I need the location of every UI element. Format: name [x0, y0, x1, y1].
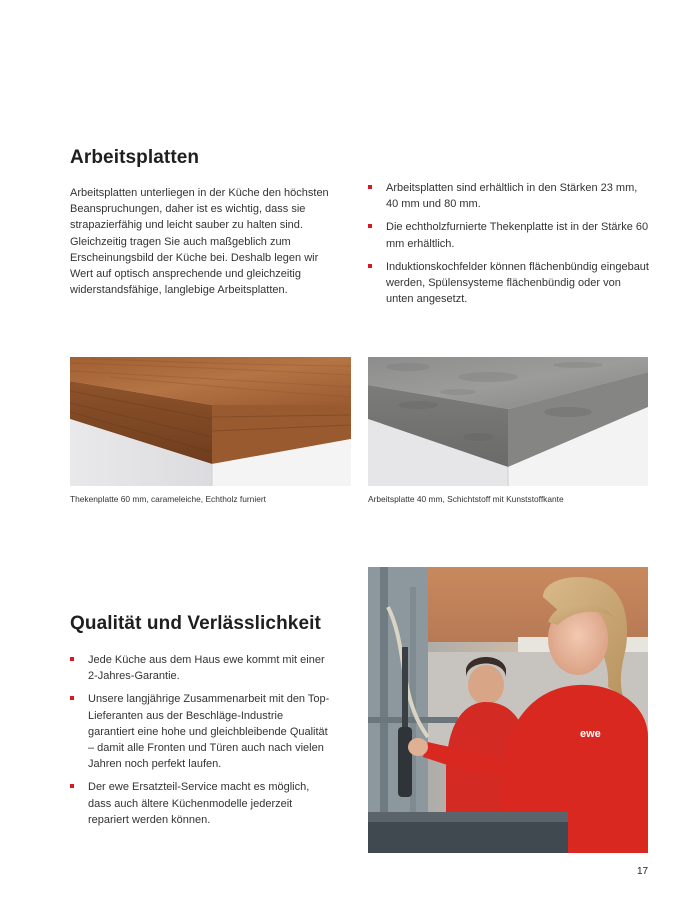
arbeitsplatten-bullet-list [368, 180, 650, 314]
qualitaet-bullet-list [70, 652, 332, 835]
page-number: 17 [637, 866, 649, 877]
stone-countertop-photo [368, 357, 648, 486]
bullet-item: Jede Küche aus dem Haus ewe kommt mit einer 2-Jahres-Garantie. [70, 652, 332, 684]
shirt-logo: ewe [580, 728, 601, 740]
section-title-qualitaet: Qualität und Verlässlichkeit [70, 613, 321, 634]
wood-countertop-photo [70, 357, 351, 486]
intro-paragraph: Arbeitsplatten unterliegen in der Küche den höchsten Beanspruchungen, daher ist es wichtig, dass sie strapazierfähig und leicht sauber zu halten sind. Gleichzeitig tragen Sie auch maßgeblich zum Erscheinungsbild der Küche bei. Deshalb legen wir Wert auf optisch ansprechende und gleichzeitig widerstandsfähige, langlebige Arbeitsplatten. [70, 187, 329, 297]
caption-wood-countertop: Thekenplatte 60 mm, carameleiche, Echtholz furniert [70, 494, 266, 504]
bullet-item: Unsere langjährige Zusammenarbeit mit den Top-Lieferanten aus der Beschläge-Industrie garantiert eine hohe und gleichbleibende Qualität – damit alle Fronten und Türen auch nach vielen Jahren noch perfekt laufen. [70, 691, 332, 772]
workshop-photo [368, 567, 648, 853]
section-title-arbeitsplatten: Arbeitsplatten [70, 147, 200, 168]
bullet-item: Induktionskochfelder können flächenbündig eingebaut werden, Spülensysteme flächenbündig oder von unten angesetzt. [368, 259, 650, 308]
bullet-item: Der ewe Ersatzteil-Service macht es möglich, dass auch ältere Küchenmodelle jederzeit repariert werden können. [70, 779, 332, 828]
caption-stone-countertop: Arbeitsplatte 40 mm, Schichtstoff mit Kunststoffkante [368, 494, 564, 504]
bullet-item: Die echtholzfurnierte Thekenplatte ist in der Stärke 60 mm erhältlich. [368, 219, 650, 251]
bullet-item: Arbeitsplatten sind erhältlich in den Stärken 23 mm, 40 mm und 80 mm. [368, 180, 650, 212]
